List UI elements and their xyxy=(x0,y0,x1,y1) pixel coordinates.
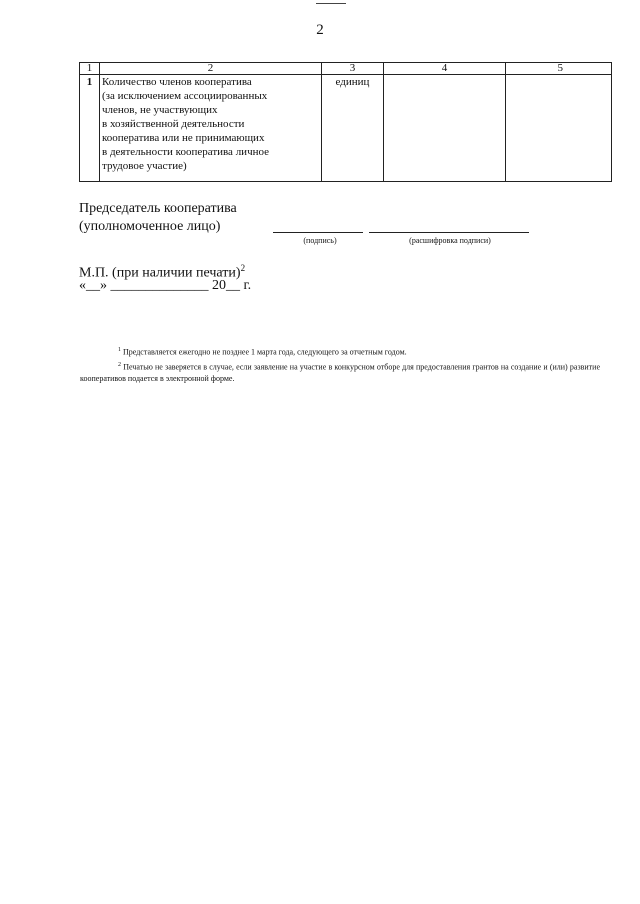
row-number-cell: 1 xyxy=(80,75,100,182)
signature-line xyxy=(273,232,363,233)
row-name-line: (за исключением ассоциированных xyxy=(102,90,268,102)
decoding-line xyxy=(369,232,529,233)
row-name-line: кооператива или не принимающих xyxy=(102,132,265,144)
signature-caption: (подпись) xyxy=(303,236,337,245)
top-rule xyxy=(316,3,346,4)
table-header-row xyxy=(80,63,612,75)
header-cell-4: 4 xyxy=(384,63,506,75)
date-template: «__» ______________ 20__ г. xyxy=(79,278,252,293)
row-unit-cell: единиц xyxy=(322,75,384,182)
page-number: 2 xyxy=(316,22,324,38)
header-cell-3: 3 xyxy=(322,63,384,75)
footnote-2 xyxy=(80,359,600,386)
row-name-line: членов, не участвующих xyxy=(102,104,218,116)
footnote-2-text: Печатью не заверяется в случае, если заявление на участие в конкурсном отборе для предоставления грантов на создание и (или) развитие кооперативов подается в электронной форме. xyxy=(80,362,601,384)
row-name-line: трудовое участие) xyxy=(102,160,187,172)
stamp-label-text: М.П. (при наличии печати) xyxy=(79,265,241,281)
row-col5-cell xyxy=(506,75,612,182)
footnote-1-mark: 1 xyxy=(118,347,121,353)
signer-title-line1: Председатель кооператива xyxy=(79,201,237,216)
row-name-cell xyxy=(100,75,322,182)
row-name-line: в хозяйственной деятельности xyxy=(102,118,245,130)
row-name-line: Количество членов кооператива xyxy=(102,76,252,88)
header-cell-5: 5 xyxy=(506,63,612,75)
decoding-caption: (расшифровка подписи) xyxy=(409,236,491,245)
row-col4-cell xyxy=(384,75,506,182)
signer-title xyxy=(79,200,237,236)
footnote-2-mark: 2 xyxy=(118,361,121,368)
table-row xyxy=(80,75,612,182)
signer-title-line2: (уполномоченное лицо) xyxy=(79,219,221,234)
footnote-1-text: Представляется ежегодно не позднее 1 марта года, следующего за отчетным годом. xyxy=(123,347,407,357)
stamp-footnote-mark: 2 xyxy=(240,263,246,273)
header-cell-2: 2 xyxy=(100,63,322,75)
row-name-line: в деятельности кооператива личное xyxy=(102,146,270,158)
header-cell-1: 1 xyxy=(80,63,100,75)
members-table xyxy=(79,62,612,182)
footnotes xyxy=(80,344,600,385)
footnote-1 xyxy=(80,344,600,359)
